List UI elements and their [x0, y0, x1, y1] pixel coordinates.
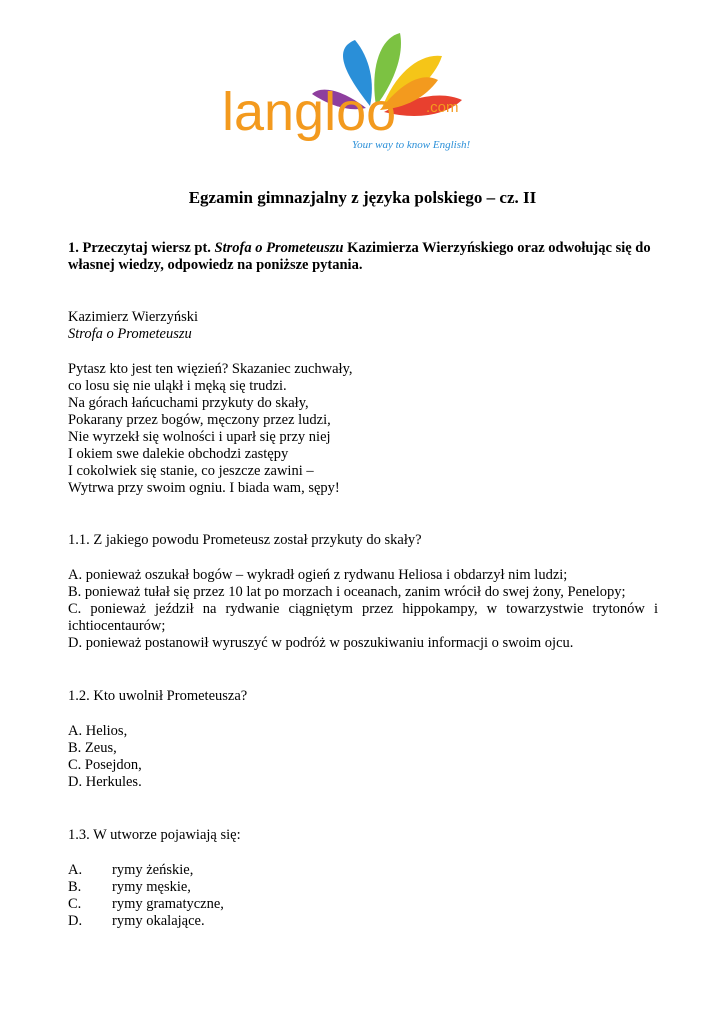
question-1-2: 1.2. Kto uwolnił Prometeusza? [68, 688, 248, 704]
question-1-1: 1.1. Z jakiego powodu Prometeusz został przykuty do skały? [68, 532, 422, 548]
answer-option: B. ponieważ tułał się przez 10 lat po morzach i oceanach, zanim wrócił do swej żony, Penelopy; [68, 584, 626, 600]
question-1-3: 1.3. W utworze pojawiają się: [68, 827, 241, 843]
answer-option: A. Helios, [68, 723, 128, 739]
langloo-logo [220, 28, 500, 156]
poem-line: co losu się nie uląkł i męką się trudzi. [68, 378, 287, 394]
answer-option: C. Posejdon, [68, 757, 142, 773]
answer-option: B. rymy męskie, [68, 879, 191, 895]
poem-line: Wytrwa przy swoim ogniu. I biada wam, sępy! [68, 480, 340, 496]
poem-author: Kazimierz Wierzyński [68, 309, 198, 325]
brand-text: langloo [222, 82, 397, 142]
answer-option: A. rymy żeńskie, [68, 862, 194, 878]
poem-line: Pytasz kto jest ten więzień? Skazaniec zuchwały, [68, 361, 353, 377]
domain-text: .com [426, 99, 459, 116]
answer-option: C. rymy gramatyczne, [68, 896, 224, 912]
answer-option: D. rymy okalające. [68, 913, 205, 929]
answer-option: D. ponieważ postanowił wyruszyć w podróż w poszukiwaniu informacji o swoim ojcu. [68, 635, 574, 651]
poem-line: Nie wyrzekł się wolności i uparł się przy niej [68, 429, 331, 445]
poem [68, 361, 658, 497]
answer-option: B. Zeus, [68, 740, 117, 756]
poem-line: I okiem swe dalekie obchodzi zastępy [68, 446, 289, 462]
poem-title: Strofa o Prometeuszu [68, 326, 192, 342]
tagline: Your way to know English! [352, 139, 471, 151]
answer-option: A. ponieważ oszukał bogów – wykradł ogień z rydwanu Heliosa i obdarzył nim ludzi; [68, 567, 568, 583]
document-body [68, 240, 658, 930]
page-title: Egzamin gimnazjalny z języka polskiego – cz. II [188, 188, 537, 207]
answer-option: C. ponieważ jeździł na rydwanie ciągniętym przez hippokampy, w towarzystwie trytonów i ichtiocentaurów; [68, 601, 658, 634]
task-instruction: 1. Przeczytaj wiersz pt. Strofa o Prometeuszu Kazimierza Wierzyńskiego oraz odwołując się do własnej wiedzy, odpowiedz na poniższe pytania. [68, 240, 651, 273]
poem-line: I cokolwiek się stanie, co jeszcze zawini – [68, 463, 314, 479]
poem-line: Pokarany przez bogów, męczony przez ludzi, [68, 412, 331, 428]
poem-line: Na górach łańcuchami przykuty do skały, [68, 395, 309, 411]
answer-option: D. Herkules. [68, 774, 142, 790]
